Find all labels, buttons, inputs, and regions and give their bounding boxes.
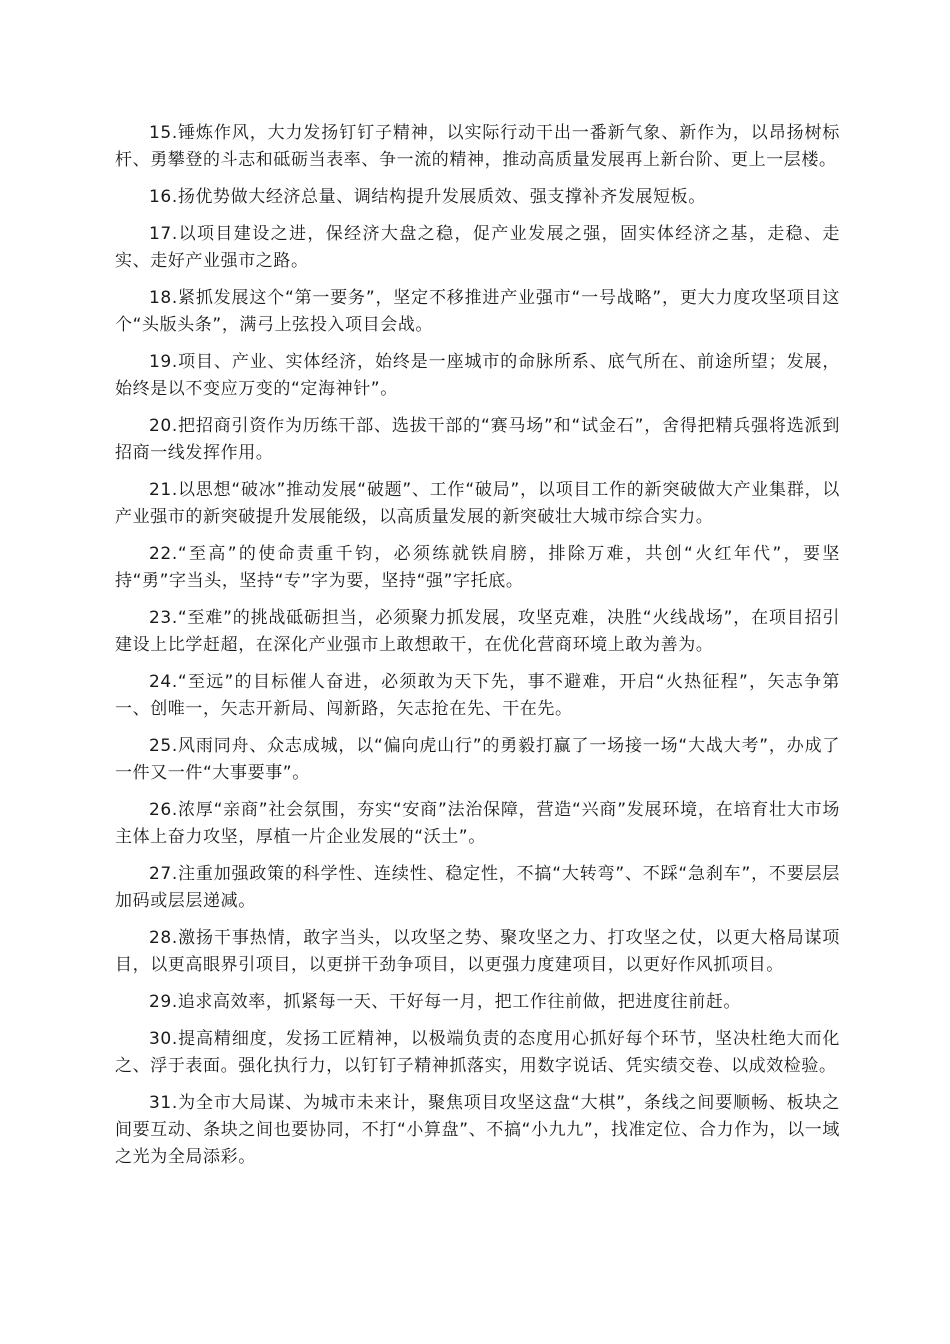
document-page	[115, 120, 840, 1181]
paragraph-23: 23.“至难”的挑战砥砺担当，必须聚力抓发展，攻坚克难，决胜“火线战场”，在项目招引建设上比学赶超，在深化产业强市上敢想敢干，在优化营商环境上敢为善为。	[115, 608, 840, 655]
paragraph-28: 28.激扬干事热情，敢字当头，以攻坚之势、聚攻坚之力、打攻坚之仗，以更大格局谋项目，以更高眼界引项目，以更拼干劲争项目，以更强力度建项目，以更好作风抓项目。	[115, 928, 840, 975]
paragraph-29: 29.追求高效率，抓紧每一天、干好每一月，把工作往前做，把进度往前赶。	[149, 992, 742, 1012]
paragraph-15: 15.锤炼作风，大力发扬钉钉子精神，以实际行动干出一番新气象、新作为，以昂扬树标杆、勇攀登的斗志和砥砺当表率、争一流的精神，推动高质量发展再上新台阶、更上一层楼。	[115, 123, 840, 170]
paragraph-24: 24.“至远”的目标催人奋进，必须敢为天下先，事不避难，开启“火热征程”，矢志争第一、创唯一，矢志开新局、闯新路，矢志抢在先、干在先。	[115, 672, 840, 719]
paragraph-31: 31.为全市大局谋、为城市未来计，聚焦项目攻坚这盘“大棋”，条线之间要顺畅、板块之间要互动、条块之间也要协同，不打“小算盘”、不搞“小九九”，找准定位、合力作为，以一域之光为全局添彩。	[115, 1093, 840, 1167]
paragraph-30: 30.提高精细度，发扬工匠精神，以极端负责的态度用心抓好每个环节，坚决杜绝大而化之、浮于表面。强化执行力，以钉钉子精神抓落实，用数字说话、凭实绩交卷、以成效检验。	[115, 1029, 840, 1076]
paragraph-22: 22.“至高”的使命责重千钧，必须练就铁肩膀，排除万难，共创“火红年代”，要坚持“勇”字当头，坚持“专”字为要，坚持“强”字托底。	[115, 544, 840, 591]
paragraph-16: 16.扬优势做大经济总量、调结构提升发展质效、强支撑补齐发展短板。	[149, 187, 706, 207]
paragraph-20: 20.把招商引资作为历练干部、选拔干部的“赛马场”和“试金石”，舍得把精兵强将选派到招商一线发挥作用。	[115, 416, 840, 463]
paragraph-18: 18.紧抓发展这个“第一要务”，坚定不移推进产业强市“一号战略”，更大力度攻坚项目这个“头版头条”，满弓上弦投入项目会战。	[115, 288, 840, 335]
paragraph-19: 19.项目、产业、实体经济，始终是一座城市的命脉所系、底气所在、前途所望；发展，始终是以不变应万变的“定海神针”。	[115, 352, 840, 399]
paragraph-27: 27.注重加强政策的科学性、连续性、稳定性，不搞“大转弯”、不踩“急刹车”，不要层层加码或层层递减。	[115, 864, 840, 911]
paragraph-25: 25.风雨同舟、众志成城，以“偏向虎山行”的勇毅打赢了一场接一场“大战大考”，办成了一件又一件“大事要事”。	[115, 736, 840, 783]
paragraph-21: 21.以思想“破冰”推动发展“破题”、工作“破局”，以项目工作的新突破做大产业集群，以产业强市的新突破提升发展能级，以高质量发展的新突破壮大城市综合实力。	[115, 480, 840, 527]
paragraph-17: 17.以项目建设之进，保经济大盘之稳，促产业发展之强，固实体经济之基，走稳、走实、走好产业强市之路。	[115, 224, 840, 271]
paragraph-26: 26.浓厚“亲商”社会氛围，夯实“安商”法治保障，营造“兴商”发展环境，在培育壮大市场主体上奋力攻坚，厚植一片企业发展的“沃土”。	[115, 800, 840, 847]
